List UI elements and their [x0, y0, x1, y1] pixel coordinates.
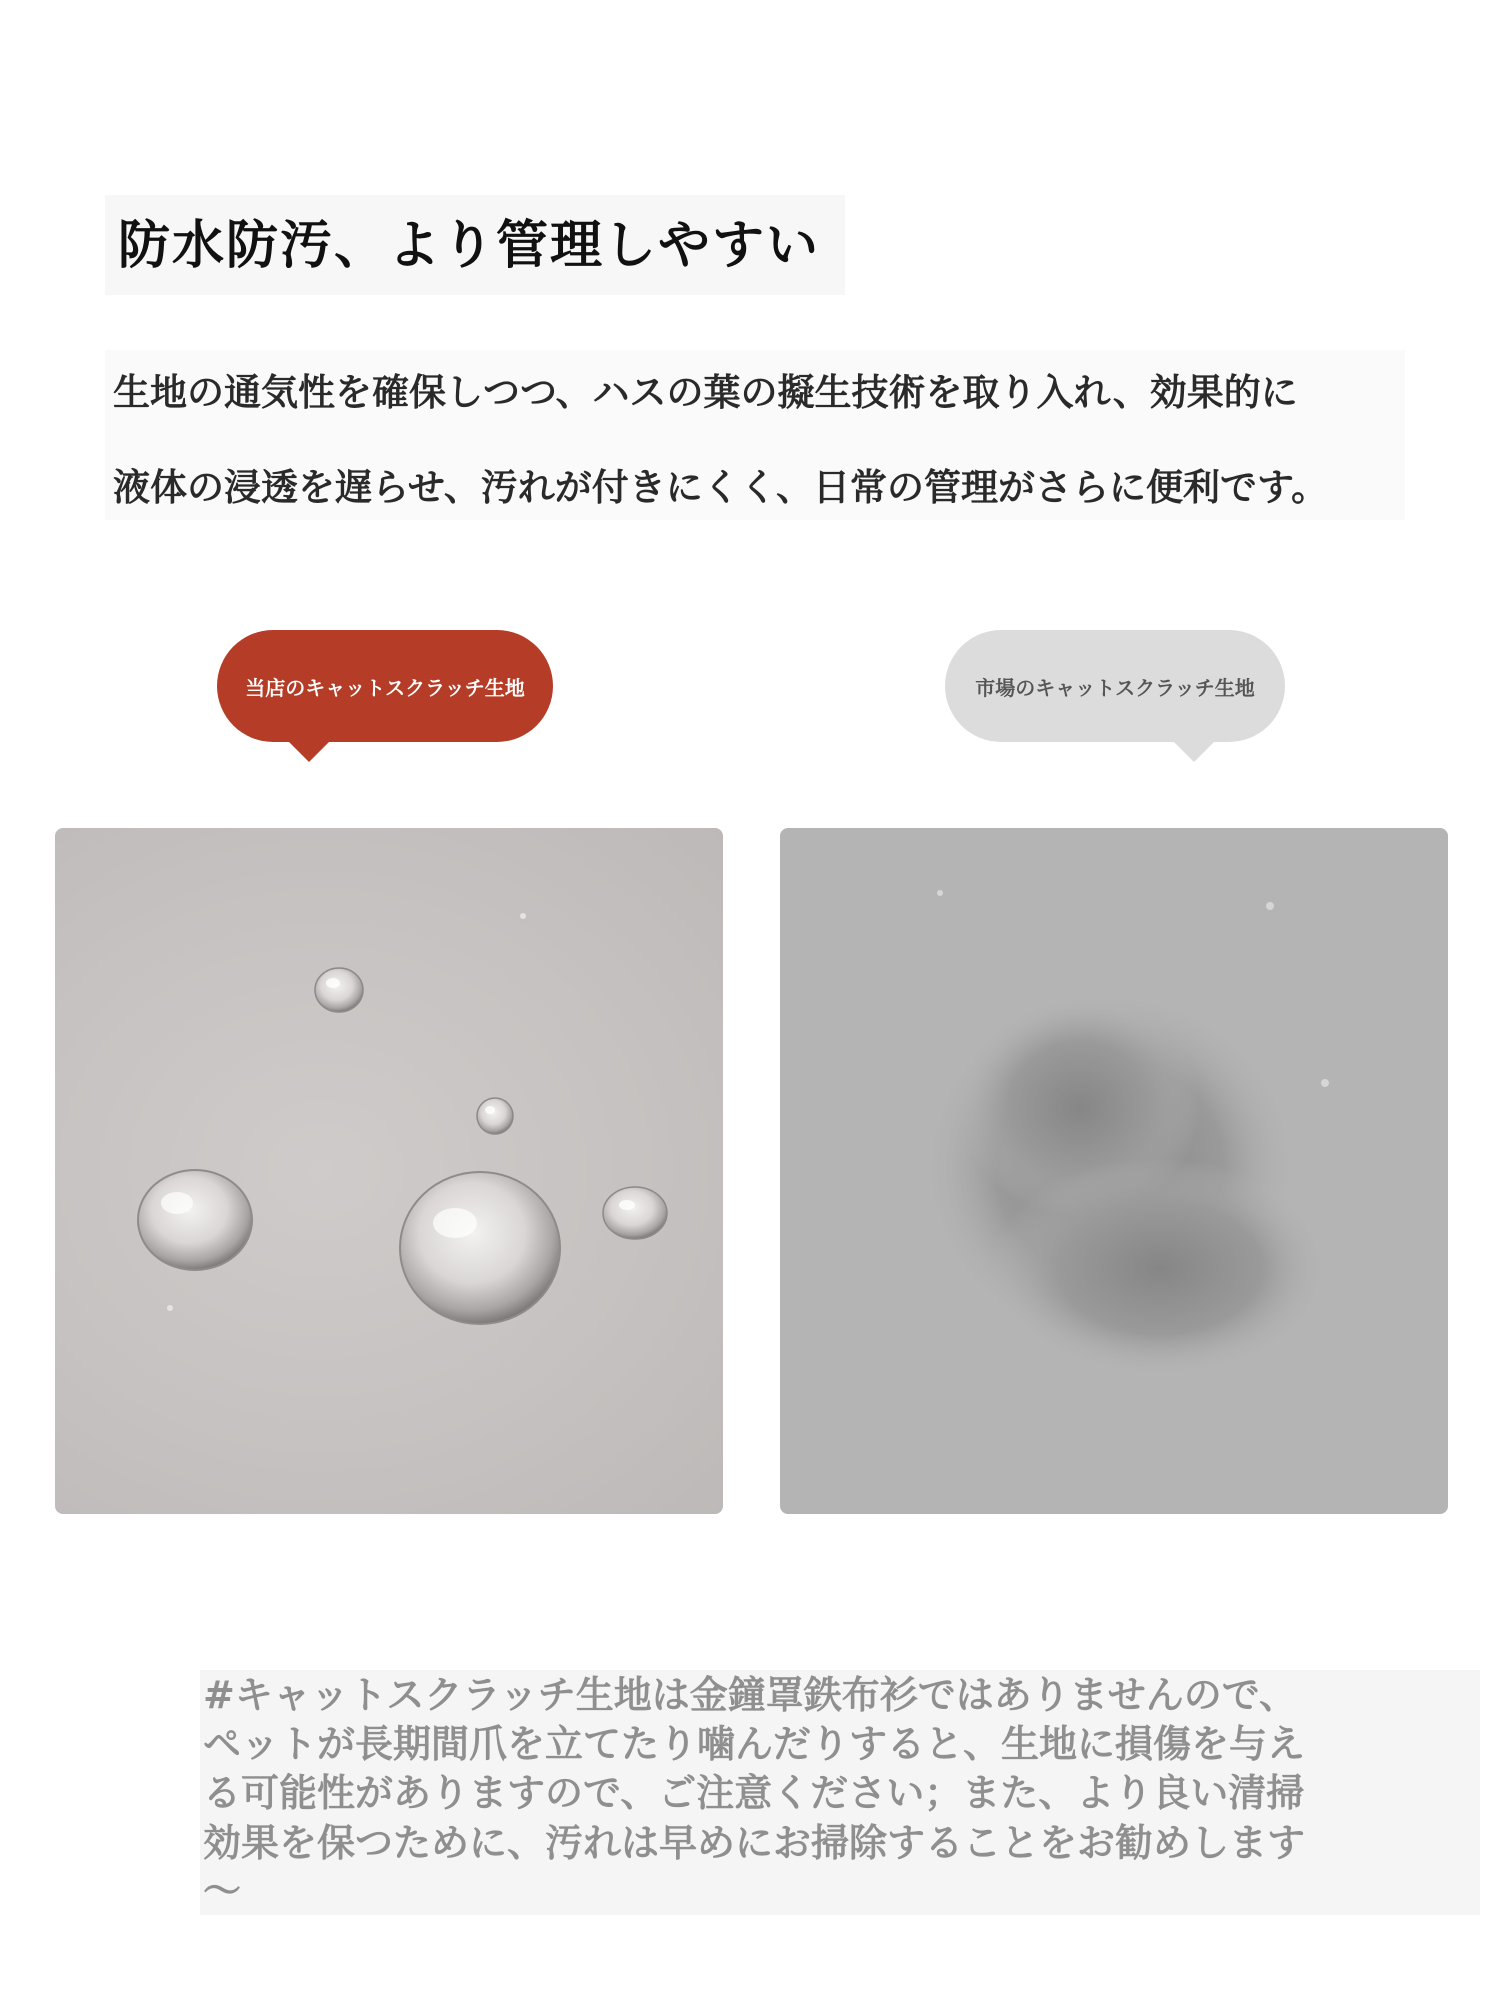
small-droplet: [937, 890, 943, 896]
market-fabric-photo: [780, 828, 1448, 1514]
small-droplet: [1266, 902, 1274, 910]
note-line-5: 〜: [203, 1869, 242, 1913]
water-droplet: [138, 1170, 252, 1270]
description-line-1: 生地の通気性を確保しつつ、ハスの葉の擬生技術を取り入れ、効果的に: [113, 371, 1298, 414]
note-line-2: ペットが長期間爪を立てたり噛んだりすると、生地に損傷を与え: [203, 1722, 1306, 1766]
wet-stain: [920, 988, 1330, 1378]
note-line-1: #キャットスクラッチ生地は金鐘罩鉄布衫ではありませんので、: [203, 1673, 1297, 1717]
market-fabric-label: 市場のキャットスクラッチ生地: [975, 675, 1255, 700]
water-droplet: [603, 1187, 667, 1239]
description-line-2: 液体の浸透を遅らせ、汚れが付きにくく、日常の管理がさらに便利です。: [113, 466, 1329, 509]
market-fabric-label-bubble: [945, 630, 1285, 742]
market-fabric-bubble-tail: [1172, 740, 1216, 762]
note-line-3: る可能性がありますので、ご注意ください；また、より良い清掃: [203, 1771, 1305, 1815]
note-line-4: 効果を保つために、汚れは早めにお掃除することをお勧めします: [203, 1821, 1306, 1865]
water-droplet: [477, 1098, 513, 1134]
small-droplet: [167, 1305, 173, 1311]
page-title: 防水防汚、より管理しやすい: [118, 216, 821, 276]
our-fabric-bubble-tail: [287, 740, 331, 762]
small-droplet: [1321, 1079, 1329, 1087]
small-droplet: [520, 913, 526, 919]
our-fabric-photo: [55, 828, 723, 1514]
water-droplet: [400, 1172, 560, 1324]
water-droplet: [315, 968, 363, 1012]
our-fabric-label-bubble: [217, 630, 553, 742]
our-fabric-label: 当店のキャットスクラッチ生地: [245, 675, 525, 700]
